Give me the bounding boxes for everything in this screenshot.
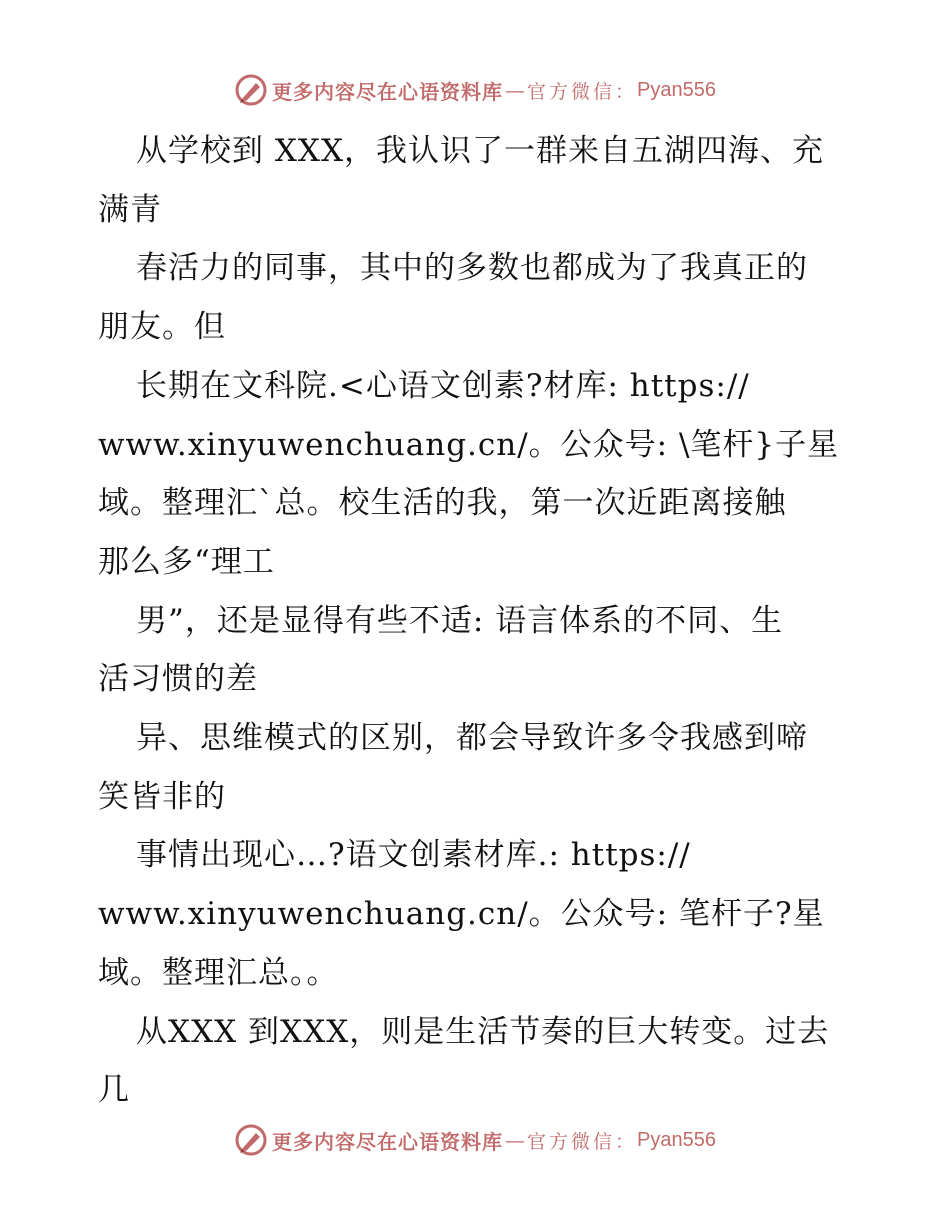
header-brand: 更多内容尽在心语资料库: [272, 79, 503, 104]
text-line: 域。整理汇`总。校生活的我，第一次近距离接触: [98, 485, 787, 522]
text-line: 长期在文科院.<心语文创素?材库: https://: [136, 367, 750, 404]
pen-logo-icon: [234, 1123, 268, 1157]
pen-logo-icon: [234, 73, 268, 107]
text-line: www.xinyuwenchuang.cn/。公众号: \笔杆}子星: [98, 426, 840, 463]
text-line: 春活力的同事，其中的多数也都成为了我真正的: [136, 250, 808, 287]
document-body: [98, 122, 868, 1120]
text-line: www.xinyuwenchuang.cn/。公众号: 笔杆子?星: [98, 896, 825, 933]
text-line: 朋友。但: [98, 309, 226, 346]
text-line: 从学校到 XXX，我认识了一群来自五湖四海、充: [136, 133, 825, 169]
text-line: 活习惯的差: [98, 661, 258, 698]
footer-wechat-label: 官方微信：: [527, 1130, 638, 1153]
text-line: 那么多“理工: [98, 543, 275, 580]
text-line: 几: [98, 1072, 130, 1109]
header-wechat-label: 官方微信：: [527, 80, 638, 103]
footer-brand: 更多内容尽在心语资料库: [272, 1129, 503, 1154]
text-line: 域。整理汇总。。: [98, 954, 339, 991]
text-line: 笑皆非的: [98, 778, 226, 815]
text-line: 满青: [98, 191, 162, 228]
header-sep: —: [505, 78, 525, 102]
footer-sep: —: [505, 1128, 525, 1152]
text-line: 异、思维模式的区别，都会导致许多令我感到啼: [136, 720, 808, 757]
header-watermark: [0, 70, 950, 110]
footer-wechat-id: Pyan556: [637, 1128, 716, 1151]
text-line: 男”，还是显得有些不适: 语言体系的不同、生: [136, 602, 784, 639]
header-wechat-id: Pyan556: [637, 78, 716, 101]
text-line: 从XXX 到XXX，则是生活节奏的巨大转变。过去: [136, 1013, 830, 1050]
footer-watermark: [0, 1120, 950, 1160]
text-line: 事情出现心…?语文创素材库.: https://: [136, 837, 691, 874]
